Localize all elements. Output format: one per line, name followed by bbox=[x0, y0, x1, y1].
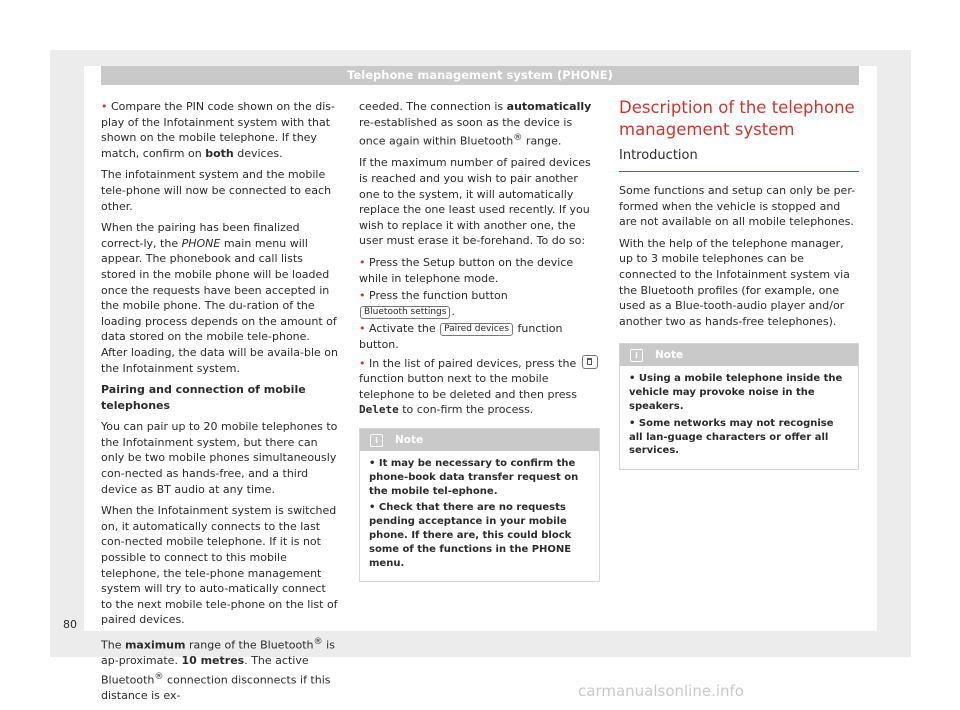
bullet-compare-pin: • Compare the PIN code shown on the dis-play of the Infotainment system with that shown on the mobile telephone. If they match, confirm on both devices. bbox=[101, 100, 335, 160]
paragraph: With the help of the telephone manager, up to 3 mobile telephones can be connected to the Infotainment system via the Bluetooth profiles (for example, one used as a Blue-tooth-audio player and/or another two as hands-free telephones). bbox=[619, 236, 850, 328]
note-box bbox=[619, 343, 859, 470]
paragraph: When the pairing has been finalized correct-ly, the PHONE main menu will appear. The phonebook and call lists stored in the mobile phone will be loaded once the requests have been accepted in the mobile phone. The du-ration of the loading process depends on the amount of data stored on the mobile tele-phone. After loading, the data will be availa-ble on the Infotainment system. bbox=[101, 221, 338, 375]
paragraph: When the Infotainment system is switched on, it automatically connects to the last con-nected mobile telephone. If it is not possible to connect to this mobile telephone, the tele-phone management system will try to auto-matically connect to the next mobile tele-phone on the list of paired devices. bbox=[101, 504, 338, 627]
section-heading: Pairing and connection of mobile telephones bbox=[101, 383, 306, 412]
note-header: i Note bbox=[360, 429, 599, 451]
step-delete-device: • In the list of paired devices, press the function button next to the mobile telephone to be deleted and then press Delete to con-firm the process. bbox=[359, 355, 600, 418]
note-item: • Check that there are no requests pending acceptance in your mobile phone. If there are, this could block some of the functions in the PHONE menu. bbox=[369, 502, 572, 569]
paragraph: If the maximum number of paired devices is reached and you wish to pair another one to the system, it will automatically replace the one least used recently. If you wish to replace it with another one, the user must erase it be-forehand. To do so: bbox=[359, 156, 591, 248]
paragraph: The infotainment system and the mobile tele-phone will now be connected to each other. bbox=[101, 168, 332, 213]
note-header: i Note bbox=[620, 344, 858, 366]
step-bluetooth-settings: • Press the function button Bluetooth settings . bbox=[359, 289, 508, 318]
note-body bbox=[360, 451, 599, 581]
step-paired-devices: • Activate the Paired devices function button. bbox=[359, 322, 563, 351]
page-header: Telephone management system (PHONE) bbox=[101, 66, 859, 85]
column-2 bbox=[359, 99, 600, 582]
note-box bbox=[359, 428, 600, 582]
delete-label: Delete bbox=[359, 403, 399, 417]
bullet-icon: • bbox=[101, 100, 108, 113]
paragraph: You can pair up to 20 mobile telephones to the Infotainment system, but there can only be two mobile phones simultaneously con-nected as hands-free, and a third device as BT audio at any time. bbox=[101, 420, 338, 496]
info-icon: i bbox=[630, 349, 643, 362]
paired-devices-button: Paired devices bbox=[440, 323, 513, 336]
trash-icon bbox=[582, 355, 598, 369]
paragraph: ceeded. The connection is automatically re-established as soon as the device is once again within Bluetooth® range. bbox=[359, 100, 592, 148]
section-title: Description of the telephone management system bbox=[619, 98, 855, 139]
note-body bbox=[620, 366, 858, 469]
note-item: • Using a mobile telephone inside the vehicle may provoke noise in the speakers. bbox=[629, 373, 843, 412]
section-subtitle: Introduction bbox=[619, 147, 859, 172]
paragraph: Some functions and setup can only be per-formed when the vehicle is stopped and are not available on all mobile telephones. bbox=[619, 184, 856, 229]
info-icon: i bbox=[370, 434, 383, 447]
bluetooth-settings-button: Bluetooth settings bbox=[360, 306, 450, 319]
page-number: 80 bbox=[63, 618, 77, 631]
watermark: carmanualsonline.info bbox=[578, 682, 744, 700]
column-3 bbox=[619, 99, 859, 470]
column-1 bbox=[101, 99, 339, 710]
note-item: • It may be necessary to confirm the phone-book data transfer request on the mobile tel-ephone. bbox=[369, 457, 579, 497]
paragraph: The maximum range of the Bluetooth® is ap-proximate. 10 metres. The active Bluetooth® connection disconnects if this distance is ex- bbox=[101, 636, 335, 703]
step-setup-button: • Press the Setup button on the device while in telephone mode. bbox=[359, 256, 574, 285]
note-item: • Some networks may not recognise all lan-guage characters or offer all services. bbox=[629, 417, 834, 457]
